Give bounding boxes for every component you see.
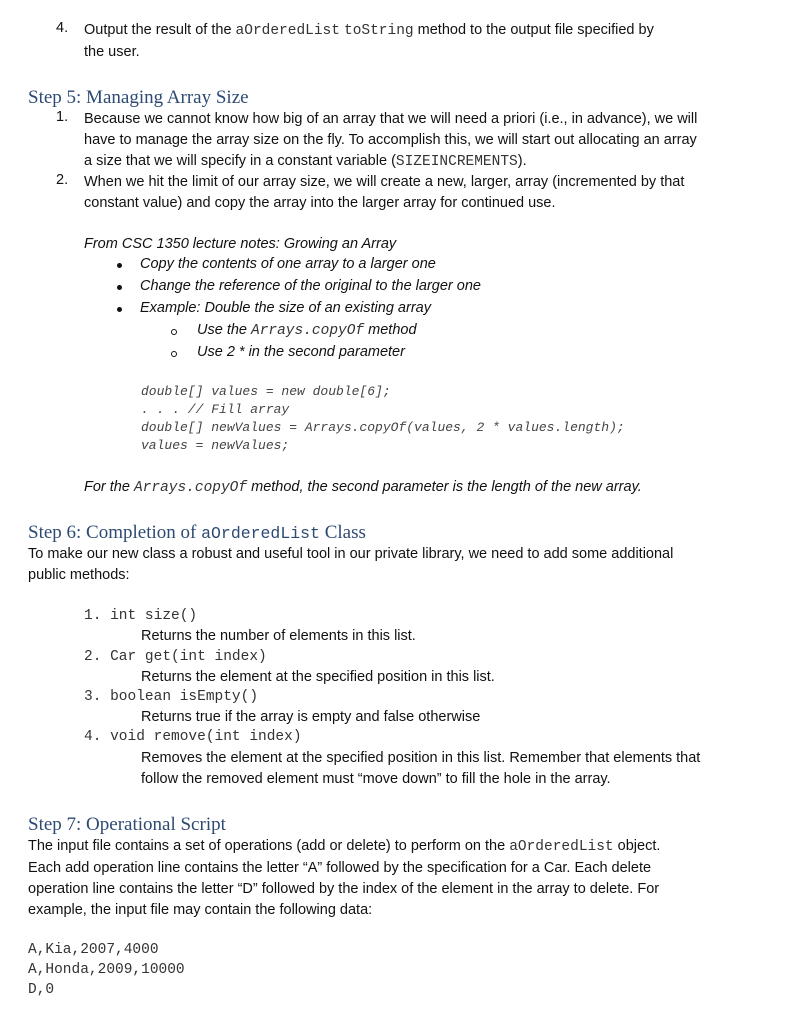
- inline-code: Arrays.copyOf: [133, 480, 248, 496]
- notes-title: From CSC 1350 lecture notes: Growing an Array: [84, 236, 397, 252]
- bullet-circle-icon: [171, 329, 177, 335]
- section-heading-step6: Step 6: Completion of aOrderedList Class: [28, 522, 366, 543]
- inline-code: aOrderedList: [201, 524, 320, 543]
- list-item-text: Output the result of the aOrderedList toString method to the output file specified by the user.: [84, 22, 654, 60]
- data-line: A,Honda,2009,10000: [28, 962, 185, 978]
- code-line: double[] newValues = Arrays.copyOf(values, 2 * values.length);: [141, 420, 625, 435]
- list-number: 4.: [56, 20, 69, 36]
- data-line: A,Kia,2007,4000: [28, 942, 159, 958]
- step7-body: The input file contains a set of operations (add or delete) to perform on the aOrderedList object. Each add operation line contains the letter “A” followed by the specification for a Car. Each delete operation line contains the letter “D” followed by the index of the element in the array to delete. For example, the input file may contain the following data:: [28, 838, 661, 918]
- method-signature: 3. boolean isEmpty(): [84, 689, 259, 705]
- step6-intro: To make our new class a robust and useful tool in our private library, we need to add some additional public methods:: [28, 546, 674, 583]
- bullet-dot-icon: [117, 285, 122, 290]
- bullet-circle-icon: [171, 351, 177, 357]
- method-signature: 1. int size(): [84, 608, 198, 624]
- method-description: follow the removed element must “move down” to fill the hole in the array.: [141, 771, 611, 787]
- section-heading-step7: Step 7: Operational Script: [28, 814, 226, 835]
- section-heading-step5: Step 5: Managing Array Size: [28, 87, 249, 108]
- inline-code: aOrderedList: [235, 23, 340, 39]
- code-line: values = newValues;: [141, 438, 290, 453]
- list-item-text: Because we cannot know how big of an array that we will need a priori (i.e., in advance), we will have to manage the array size on the fly. To accomplish this, we will start out allocating an array a size that we will specify in a constant variable (SIZEINCREMENTS).: [84, 111, 698, 170]
- bullet-dot-icon: [117, 307, 122, 312]
- data-line: D,0: [28, 982, 55, 998]
- method-signature: 4. void remove(int index): [84, 729, 302, 745]
- method-description: Removes the element at the specified position in this list. Remember that elements that: [141, 750, 701, 766]
- code-line: double[] values = new double[6];: [141, 384, 391, 399]
- method-description: Returns true if the array is empty and false otherwise: [141, 709, 481, 725]
- list-number: 1.: [56, 109, 69, 125]
- list-number: 2.: [56, 172, 69, 188]
- inline-code: SIZEINCREMENTS: [395, 154, 518, 170]
- footnote: For the Arrays.copyOf method, the second parameter is the length of the new array.: [84, 479, 642, 496]
- list-item-text: When we hit the limit of our array size, we will create a new, larger, array (incremented by that constant value) and copy the array into the larger array for continued use.: [84, 174, 685, 211]
- method-description: Returns the number of elements in this list.: [141, 628, 416, 644]
- inline-code: Arrays.copyOf: [251, 323, 365, 339]
- bullet-dot-icon: [117, 263, 122, 268]
- method-signature: 2. Car get(int index): [84, 649, 267, 665]
- inline-code: aOrderedList: [509, 839, 614, 855]
- inline-code: toString: [344, 23, 414, 39]
- code-line: . . . // Fill array: [141, 402, 290, 417]
- method-description: Returns the element at the specified position in this list.: [141, 669, 495, 685]
